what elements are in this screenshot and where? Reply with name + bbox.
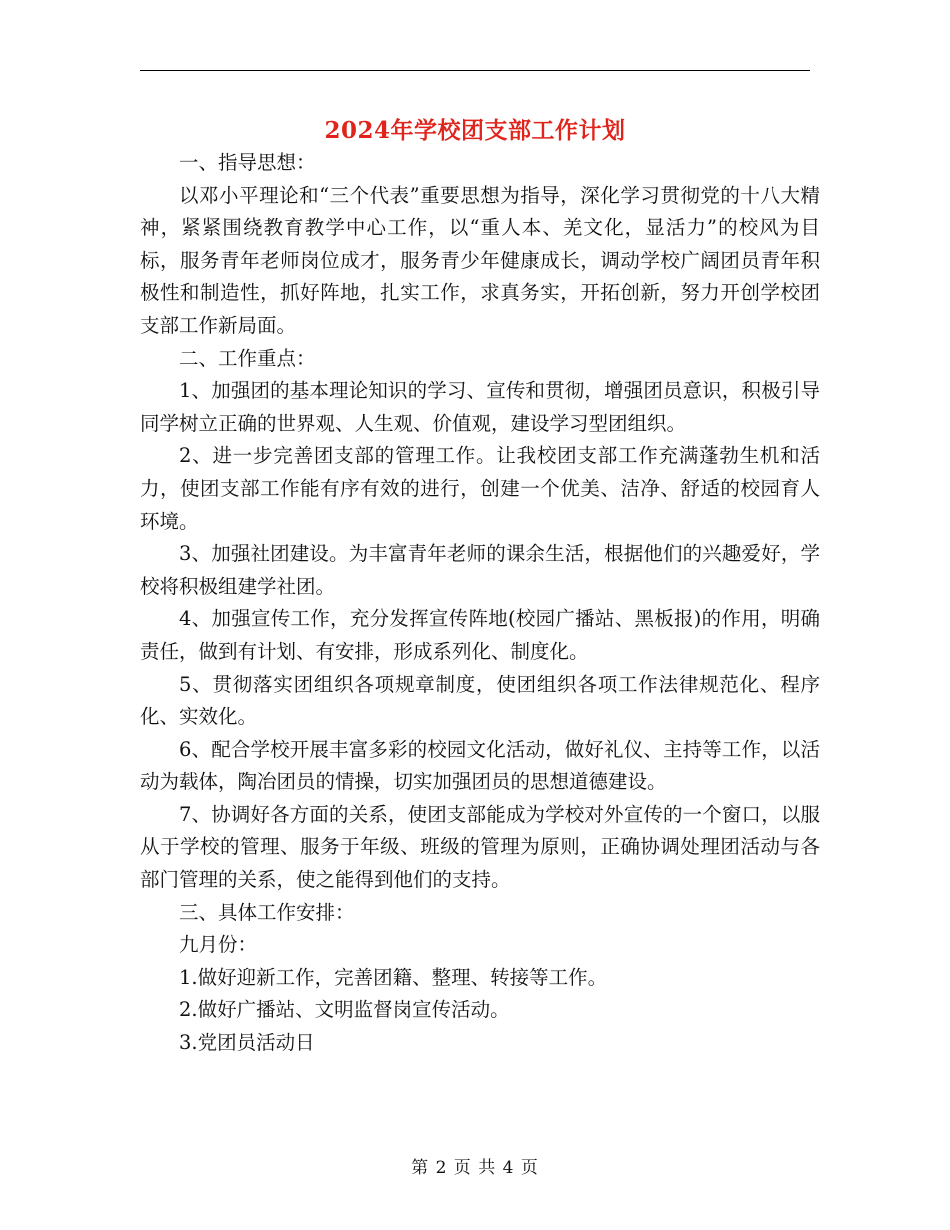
schedule-item-3: 3.党团员活动日 [179,1031,315,1055]
work-focus-item-4: 4、加强宣传工作，充分发挥宣传阵地(校园广播站、黑板报)的作用，明确责任，做到有计划、有安排，形成系列化、制度化。 [140,607,820,663]
schedule-month-september: 九月份： [179,933,258,957]
heading-work-focus: 二、工作重点： [179,346,316,370]
work-focus-item-7: 7、协调好各方面的关系，使团支部能成为学校对外宣传的一个窗口，以服从于学校的管理、服务于年级、班级的管理为原则，正确协调处理团活动与各部门管理的关系，使之能得到他们的支持。 [140,802,820,892]
heading-work-schedule: 三、具体工作安排： [179,900,355,924]
header-rule [140,70,810,71]
document-title: 2024年学校团支部工作计划 [324,117,626,144]
paragraph-guiding-ideology: 以邓小平理论和“三个代表”重要思想为指导，深化学习贯彻党的十八大精神，紧紧围绕教育教学中心工作，以“重人本、羌文化，显活力”的校风为目标，服务青年老师岗位成才，服务青少年健康成长，调动学校广阔团员青年积极性和制造性，抓好阵地，扎实工作，求真务实，开拓创新，努力开创学校团支部工作新局面。 [140,183,820,337]
heading-guiding-ideology: 一、指导思想： [179,151,316,174]
work-focus-item-5: 5、贯彻落实团组织各项规章制度，使团组织各项工作法律规范化、程序化、实效化。 [140,672,820,729]
schedule-item-2: 2.做好广播站、文明监督岗宣传活动。 [179,998,510,1022]
document-body [140,147,820,1060]
schedule-item-1: 1.做好迎新工作，完善团籍、整理、转接等工作。 [179,965,608,989]
work-focus-item-1: 1、加强团的基本理论知识的学习、宣传和贯彻，增强团员意识，积极引导同学树立正确的世界观、人生观、价值观，建设学习型团组织。 [140,379,820,435]
work-focus-item-2: 2、进一步完善团支部的管理工作。让我校团支部工作充满蓬勃生机和活力，使团支部工作能有序有效的进行，创建一个优美、洁净、舒适的校园育人环境。 [140,444,820,533]
work-focus-item-3: 3、加强社团建设。为丰富青年老师的课余生活，根据他们的兴趣爱好，学校将积极组建学社团。 [140,542,820,598]
work-focus-item-6: 6、配合学校开展丰富多彩的校园文化活动，做好礼仪、主持等工作，以活动为载体，陶冶团员的情操，切实加强团员的思想道德建设。 [140,737,820,794]
page-footer: 第 2 页 共 4 页 [411,1158,539,1178]
